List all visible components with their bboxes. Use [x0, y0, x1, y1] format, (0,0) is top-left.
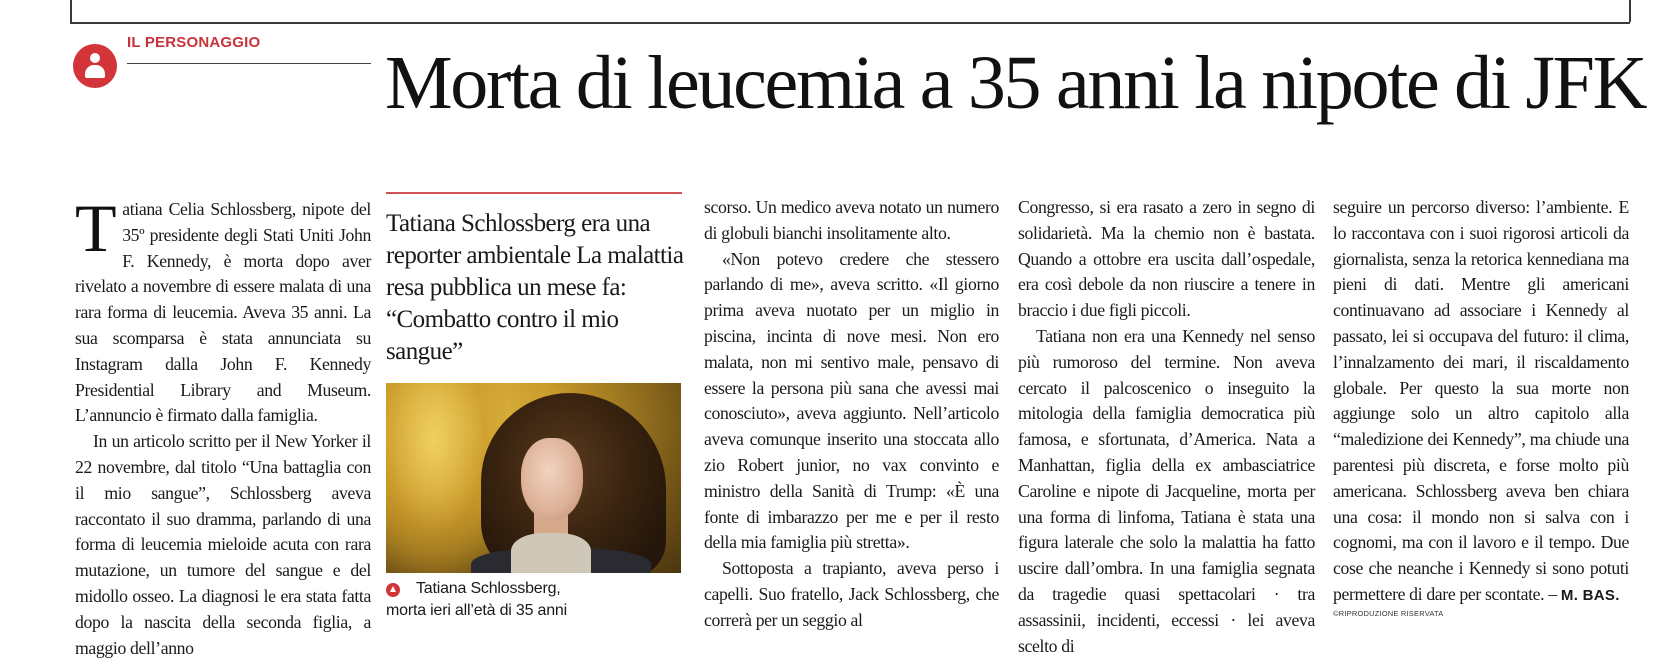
section-kicker: IL PERSONAGGIO [127, 34, 261, 51]
deck-rule [386, 192, 682, 194]
article-paragraph: In un articolo scritto per il New Yorker il 22 novembre, dal titolo “Una battaglia con il mio sangue”, Schlossberg aveva raccontato il suo dramma, parlando di una forma di leucemia mieloide acuta con rara mutazione, un tumore del sangue e del midollo osseo. La diagnosi le era stata fatta dopo la nascita della seconda figlia, a maggio dell’anno [75, 431, 371, 658]
article-column-3 [704, 195, 999, 634]
article-paragraph [1333, 195, 1629, 609]
copyright-note: ©RIPRODUZIONE RISERVATA [1333, 609, 1444, 618]
article-paragraph: Sottoposta a trapianto, aveva perso i capelli. Suo fratello, Jack Schlossberg, che correrà per un seggio al [704, 558, 999, 630]
person-icon [73, 44, 117, 88]
author-signature: M. BAS. [1560, 586, 1620, 604]
caption-line-2: morta ieri all’età di 35 anni [386, 602, 567, 619]
kicker-rule [127, 63, 371, 64]
caption-line-1: Tatiana Schlossberg, [416, 580, 561, 597]
article-paragraph: «Non potevo credere che stessero parlando di me», aveva scritto. «Il giorno prima aveva nuotato per un miglio in piscina, incinta di nove mesi. Non ero malata, non mi sentivo male, pensavo di essere la persona più sana che avessi mai conosciuto», aveva aggiunto. Nell’articolo aveva comunque inserito una stoccata allo zio Robert junior, no vax convinto e ministro della Sanità di Trump: «È una fonte di imbarazzo per me e per il resto della mia famiglia più stretta». [704, 248, 999, 553]
deck-subheadline: Tatiana Schlossberg era una reporter ambientale La malattia resa pubblica un mese fa: “Combatto contro il mio sangue” [386, 210, 684, 365]
frame-right-rule [1629, 0, 1631, 22]
photo-caption [386, 578, 686, 622]
person-icon-head [90, 53, 100, 63]
article-paragraph: scorso. Un medico aveva notato un numero di globuli bianchi insolitamente alto. [704, 197, 999, 243]
article-paragraph: Tatiana non era una Kennedy nel senso più rumoroso del termine. Non aveva cercato il palcoscenico o inseguito la mitologia della famiglia democratica più famosa, e sfortunata, d’America. Nata a Manhattan, figlia della ex ambasciatrice Caroline e nipote di Jacqueline, morta per una forma di linfoma, Tatiana è stata una figura laterale che solo la malattia ha fatto uscire dall’ombra. In una famiglia segnata da tragedie quasi spettacolari · tra assassinii, incidenti, eccessi · lei aveva scelto di [1018, 325, 1315, 656]
article-column-5 [1333, 195, 1629, 609]
person-icon-body [85, 65, 105, 78]
photo-face [521, 438, 583, 520]
article-paragraph [75, 190, 371, 429]
frame-top-rule [70, 22, 1630, 24]
frame-left-rule [70, 0, 72, 22]
paragraph-text: atiana Celia Schlossberg, nipote del 35º presidente degli Stati Uniti John F. Kennedy, è morta dopo aver rivelato a novembre di essere malata di una rara forma di leucemia. Aveva 35 anni. La sua scomparsa è stata annunciata su Instagram dalla John F. Kennedy Presidential Library and Museum. L’annuncio è firmato dalla famiglia. [75, 199, 371, 426]
article-column-1 [75, 190, 371, 661]
portrait-photo [386, 383, 681, 573]
article-column-4 [1018, 195, 1315, 659]
paragraph-text: seguire un percorso diverso: l’ambiente. E lo raccontava con i suoi rigorosi articoli da giornalista, senza la retorica kennediana ma pieni di dati. Mentre gli americani continuavano ad associare i Kennedy al passato, lei si occupava del futuro: il clima, l’innalzamento dei mari, il riscaldamento globale. Per questo la sua morte non aggiunge solo un altro capitolo alla “maledizione dei Kennedy”, ma chiude una parentesi più discreta, e forse molto più americana. Schlossberg aveva ben chiara una cosa: il mondo non si salva con i cognomi, ma con il lavoro e il tempo. Due cose che neanche i Kennedy si sono potuti permettere di dare per scontate. – [1333, 197, 1629, 604]
article-paragraph: Congresso, si era rasato a zero in segno di solidarietà. Ma la chemio non è bastata. Quando a ottobre era uscita dall’ospedale, era così debole da non riuscire a tenere in braccio i due figli piccoli. [1018, 197, 1315, 321]
headline: Morta di leucemia a 35 anni la nipote di JFK [385, 41, 1646, 125]
drop-cap: T [75, 190, 117, 266]
photo-scarf [511, 533, 591, 573]
